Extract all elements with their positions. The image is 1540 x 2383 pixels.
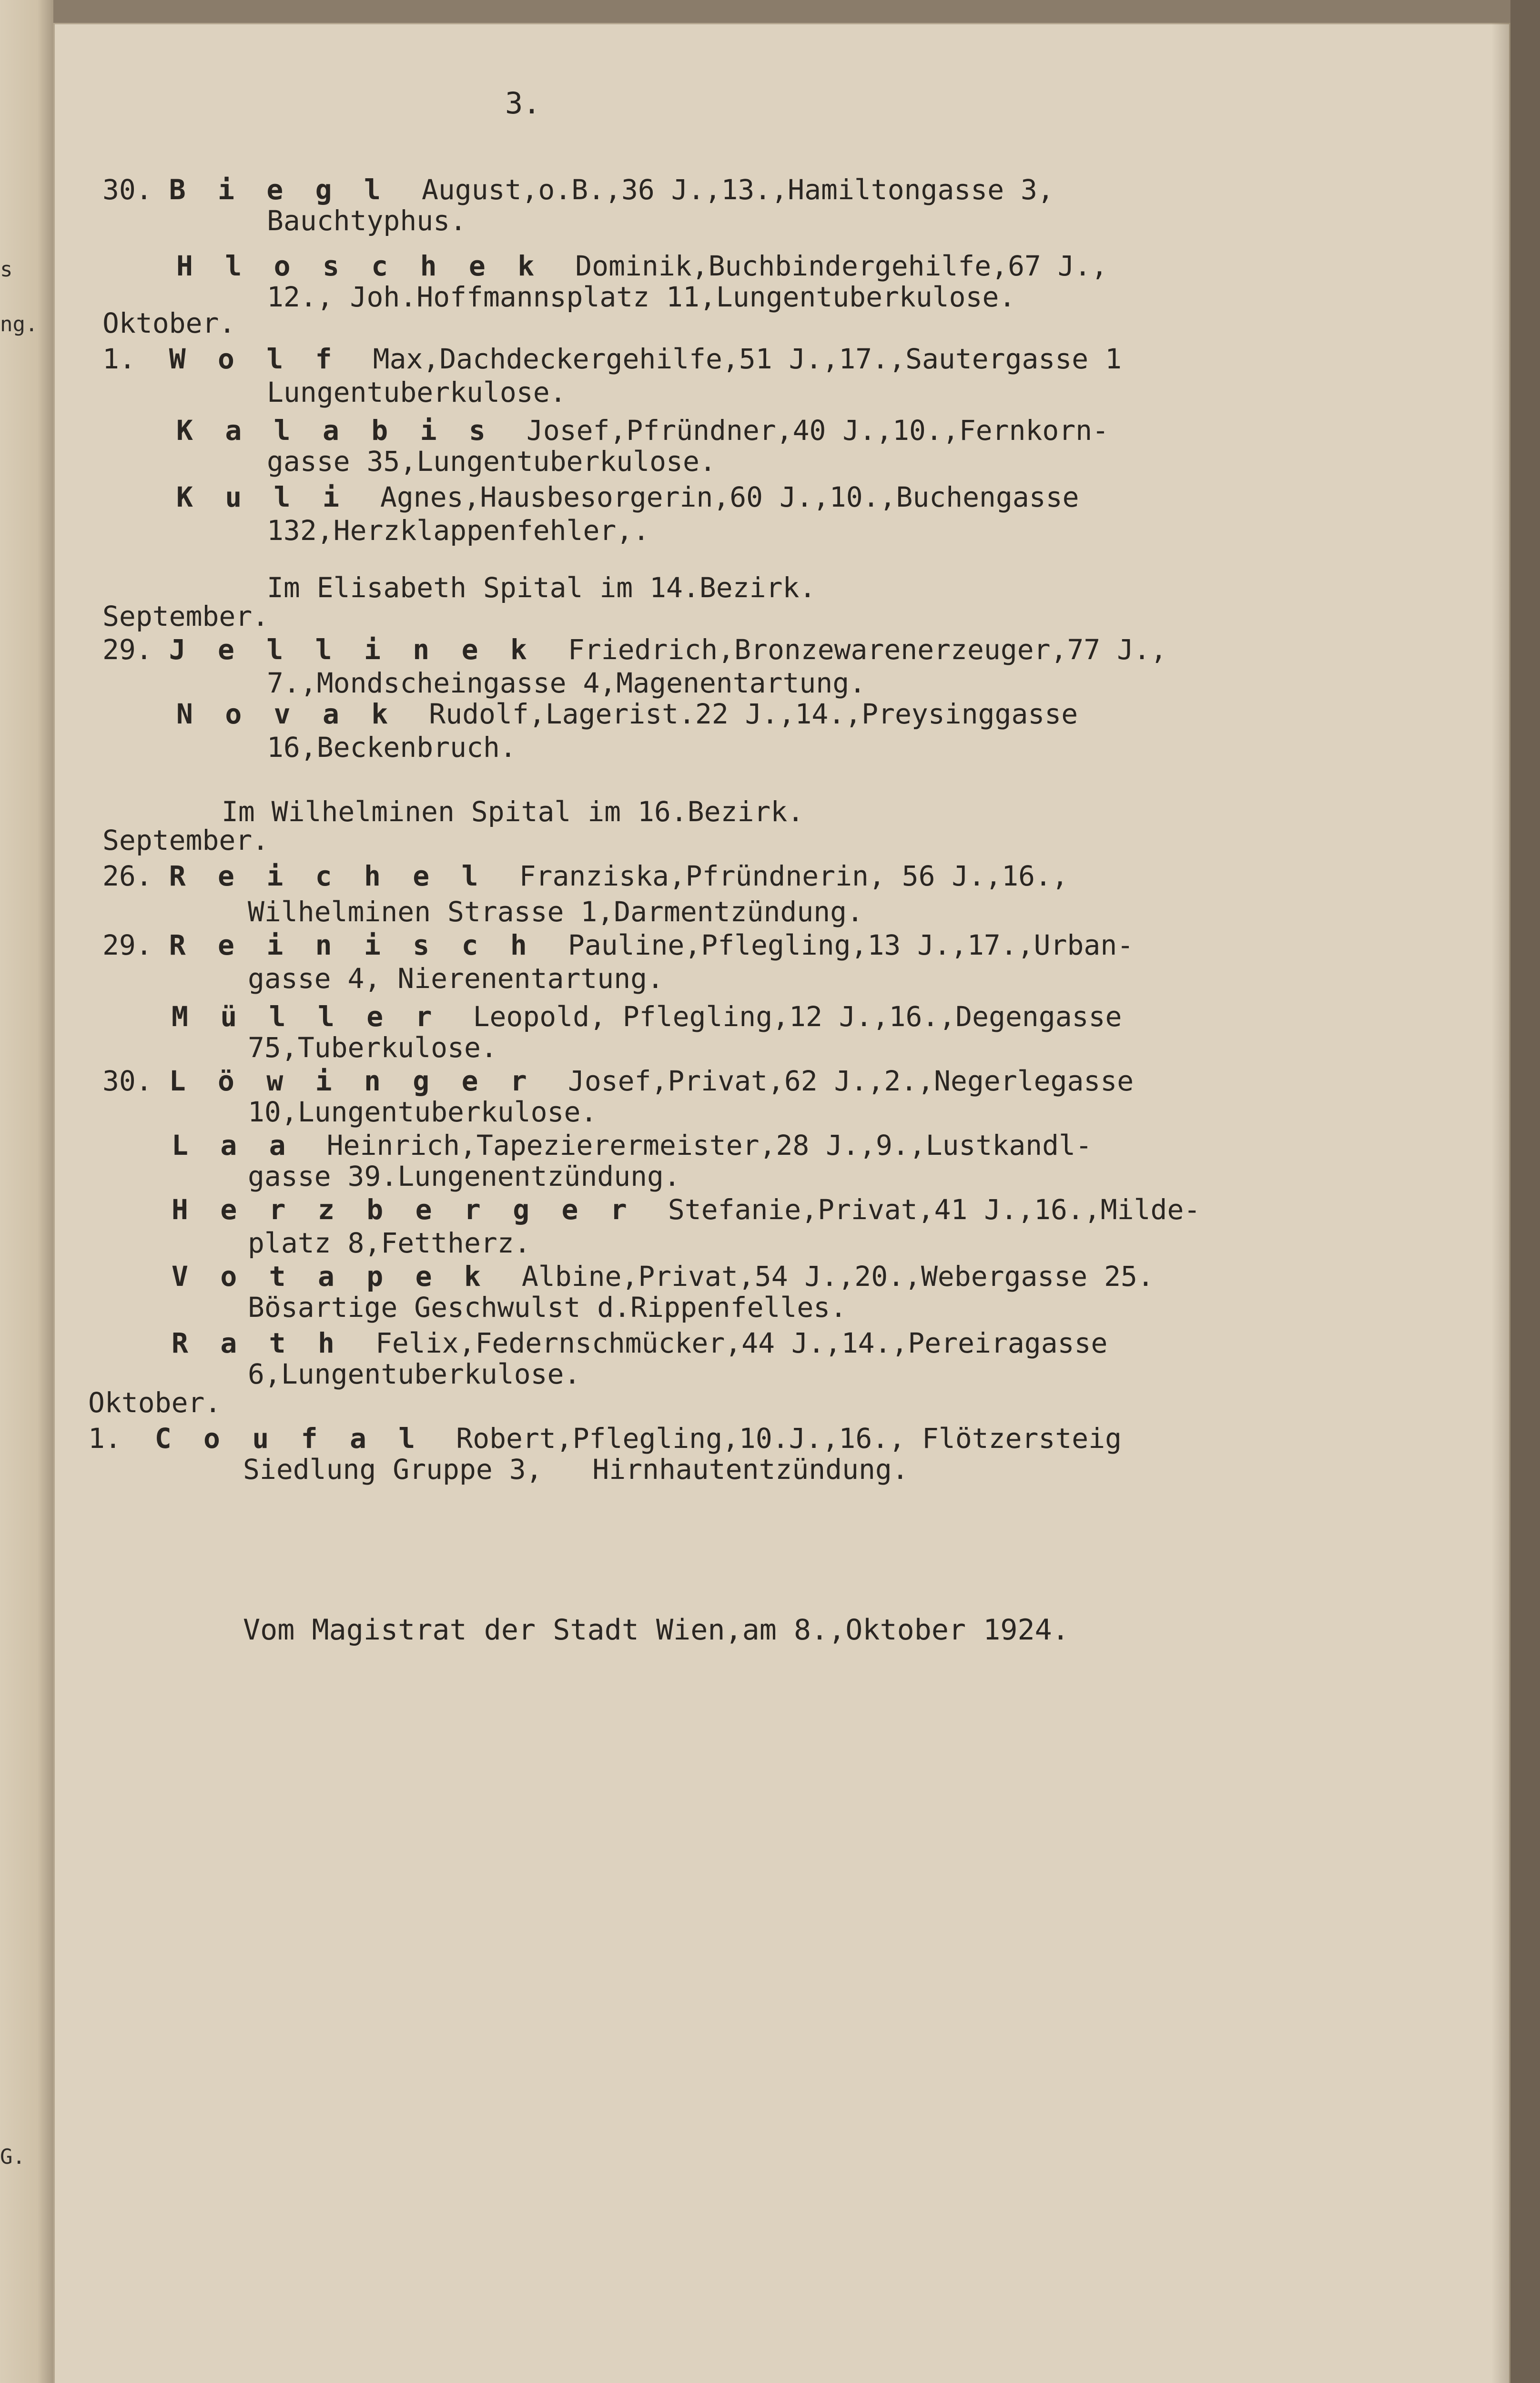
entry-line: L a a Heinrich,Tapezierermeister,28 J.,9.,Lustkandl- bbox=[172, 1129, 1092, 1161]
entry-line: gasse 4, Nierenentartung. bbox=[248, 962, 664, 995]
entry-line: Bauchtyphus. bbox=[267, 204, 467, 237]
entry-line: H l o s c h e k Dominik,Buchbindergehilfe,67 J., bbox=[176, 250, 1108, 282]
signature-line: Vom Magistrat der Stadt Wien,am 8.,Oktober 1924. bbox=[243, 1613, 1069, 1647]
entry-line: 30. B i e g l August,o.B.,36 J.,13.,Hamiltongasse 3, bbox=[102, 173, 1054, 206]
entry-line: Wilhelminen Strasse 1,Darmentzündung. bbox=[248, 896, 864, 928]
entry-line: 12., Joh.Hoffmannsplatz 11,Lungentuberkulose. bbox=[267, 281, 1016, 313]
month-label: Oktober. bbox=[102, 307, 236, 339]
previous-page-edge bbox=[0, 0, 53, 2383]
entry-line: 10,Lungentuberkulose. bbox=[248, 1096, 598, 1128]
entry-line: Lungentuberkulose. bbox=[267, 376, 567, 408]
entry-line: 26. R e i c h e l Franziska,Pfründnerin, 56 J.,16., bbox=[102, 860, 1068, 892]
entry-line: V o t a p e k Albine,Privat,54 J.,20.,Webergasse 25. bbox=[172, 1260, 1154, 1293]
page-number: 3. bbox=[505, 86, 541, 121]
entry-line: platz 8,Fettherz. bbox=[248, 1227, 531, 1259]
entry-line: 30. L ö w i n g e r Josef,Privat,62 J.,2.,Negerlegasse bbox=[102, 1065, 1134, 1097]
margin-fragment: G. bbox=[0, 2145, 25, 2169]
binding-edge bbox=[1510, 0, 1540, 2383]
section-heading: Im Wilhelminen Spital im 16.Bezirk. bbox=[222, 795, 804, 828]
entry-line: gasse 35,Lungentuberkulose. bbox=[267, 445, 716, 478]
entry-line: N o v a k Rudolf,Lagerist.22 J.,14.,Preysinggasse bbox=[176, 698, 1078, 730]
month-label: Oktober. bbox=[88, 1386, 222, 1419]
entry-line: 132,Herzklappenfehler,. bbox=[267, 514, 650, 547]
entry-line: Bösartige Geschwulst d.Rippenfelles. bbox=[248, 1291, 847, 1324]
section-heading: Im Elisabeth Spital im 14.Bezirk. bbox=[267, 571, 816, 604]
entry-line: 7.,Mondscheingasse 4,Magenentartung. bbox=[267, 667, 866, 699]
month-label: September. bbox=[102, 824, 269, 856]
entry-line: 1. C o u f a l Robert,Pflegling,10.J.,16., Flötzersteig bbox=[88, 1422, 1122, 1455]
entry-line: 29. J e l l i n e k Friedrich,Bronzewarenerzeuger,77 J., bbox=[102, 633, 1167, 666]
margin-fragment: ng. bbox=[0, 312, 38, 336]
entry-line: M ü l l e r Leopold, Pflegling,12 J.,16.,Degengasse bbox=[172, 1000, 1122, 1033]
entry-line: Siedlung Gruppe 3, Hirnhautentzündung. bbox=[243, 1453, 909, 1486]
margin-fragment: s bbox=[0, 257, 13, 282]
entry-line: K u l i Agnes,Hausbesorgerin,60 J.,10.,Buchengasse bbox=[176, 481, 1079, 513]
entry-line: 16,Beckenbruch. bbox=[267, 731, 517, 764]
entry-line: 6,Lungentuberkulose. bbox=[248, 1358, 581, 1390]
entry-line: 1. W o l f Max,Dachdeckergehilfe,51 J.,17.,Sautergasse 1 bbox=[102, 343, 1122, 375]
entry-line: K a l a b i s Josef,Pfründner,40 J.,10.,Fernkorn- bbox=[176, 414, 1109, 447]
entry-line: gasse 39.Lungenentzündung. bbox=[248, 1160, 680, 1192]
entry-line: H e r z b e r g e r Stefanie,Privat,41 J.,16.,Milde- bbox=[172, 1193, 1201, 1226]
entry-line: 29. R e i n i s c h Pauline,Pflegling,13 J.,17.,Urban- bbox=[102, 929, 1134, 961]
entry-line: 75,Tuberkulose. bbox=[248, 1031, 497, 1064]
month-label: September. bbox=[102, 600, 269, 632]
entry-line: R a t h Felix,Federnschmücker,44 J.,14.,Pereiragasse bbox=[172, 1327, 1108, 1359]
